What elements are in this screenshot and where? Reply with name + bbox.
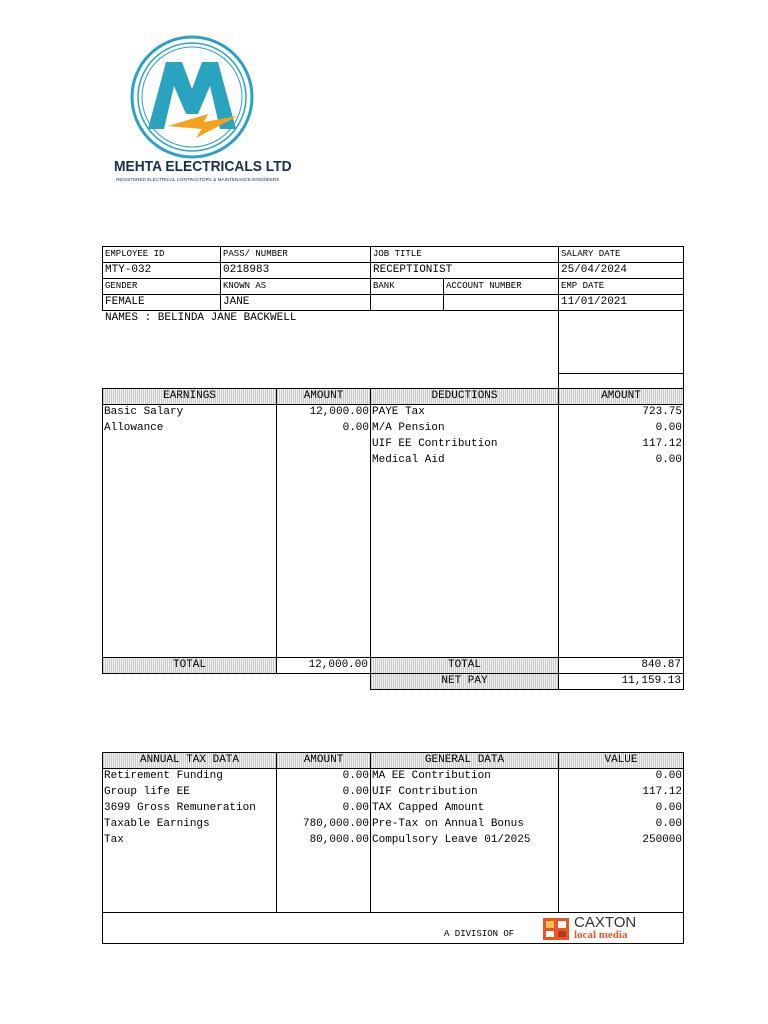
net-pay-value: 11,159.13 bbox=[558, 673, 684, 690]
annual-tax-label: 3699 Gross Remuneration bbox=[104, 802, 256, 814]
company-name: MEHTA ELECTRICALS LTD bbox=[114, 158, 292, 175]
general-data-label: MA EE Contribution bbox=[372, 770, 491, 782]
deduction-amount: 0.00 bbox=[655, 454, 682, 466]
deduction-amount: 0.00 bbox=[655, 422, 682, 434]
annual-tax-header: ANNUAL TAX DATA bbox=[102, 752, 277, 769]
earnings-amount-column bbox=[276, 404, 371, 658]
annual-amount-header: AMOUNT bbox=[276, 752, 371, 769]
general-data-value: 0.00 bbox=[655, 818, 682, 830]
account-number-value bbox=[443, 294, 559, 311]
earning-label: Basic Salary bbox=[104, 406, 184, 418]
division-text: A DIVISION OF bbox=[444, 929, 515, 939]
employee-id-label: EMPLOYEE ID bbox=[102, 246, 221, 263]
general-data-value: 117.12 bbox=[642, 786, 682, 798]
emp-date-label: EMP DATE bbox=[558, 278, 684, 295]
bank-label: BANK bbox=[370, 278, 444, 295]
general-data-label: UIF Contribution bbox=[372, 786, 478, 798]
annual-tax-label: Tax bbox=[104, 834, 124, 846]
annual-tax-label: Group life EE bbox=[104, 786, 190, 798]
known-as-label: KNOWN AS bbox=[220, 278, 371, 295]
net-pay-label: NET PAY bbox=[370, 673, 559, 690]
annual-tax-amount: 780,000.00 bbox=[302, 818, 369, 830]
annual-tax-amount: 0.00 bbox=[342, 786, 369, 798]
pass-number-label: PASS/ NUMBER bbox=[220, 246, 371, 263]
deductions-total-value: 840.87 bbox=[558, 657, 684, 674]
general-data-value: 250000 bbox=[642, 834, 682, 846]
earning-label: Allowance bbox=[104, 422, 164, 434]
general-data-label: Pre-Tax on Annual Bonus bbox=[372, 818, 524, 830]
general-data-label: TAX Capped Amount bbox=[372, 802, 485, 814]
caxton-emblem-icon bbox=[540, 915, 572, 942]
salary-date-value: 25/04/2024 bbox=[558, 262, 684, 279]
deductions-header: DEDUCTIONS bbox=[370, 388, 559, 405]
emp-date-value: 11/01/2021 bbox=[558, 294, 684, 311]
caxton-logo bbox=[540, 915, 652, 942]
employee-id-value: MTY-032 bbox=[102, 262, 221, 279]
earnings-header: EARNINGS bbox=[102, 388, 277, 405]
value-header: VALUE bbox=[558, 752, 684, 769]
general-data-header: GENERAL DATA bbox=[370, 752, 559, 769]
general-data-value: 0.00 bbox=[655, 802, 682, 814]
deduction-label: M/A Pension bbox=[372, 422, 445, 434]
earnings-total-value: 12,000.00 bbox=[276, 657, 371, 674]
bank-value bbox=[370, 294, 444, 311]
annual-tax-amount: 0.00 bbox=[342, 802, 369, 814]
account-number-label: ACCOUNT NUMBER bbox=[443, 278, 559, 295]
annual-tax-amount: 0.00 bbox=[342, 770, 369, 782]
annual-tax-amount: 80,000.00 bbox=[309, 834, 369, 846]
deduction-label: Medical Aid bbox=[372, 454, 445, 466]
deductions-total-label: TOTAL bbox=[370, 657, 559, 674]
company-logo bbox=[108, 34, 292, 184]
earnings-amount-header: AMOUNT bbox=[276, 388, 371, 405]
earnings-total-label: TOTAL bbox=[102, 657, 277, 674]
job-title-label: JOB TITLE bbox=[370, 246, 559, 263]
deduction-amount: 723.75 bbox=[642, 406, 682, 418]
employee-names: NAMES : BELINDA JANE BACKWELL bbox=[105, 312, 297, 324]
earning-amount: 12,000.00 bbox=[309, 406, 369, 418]
deduction-amount: 117.12 bbox=[642, 438, 682, 450]
company-tagline: REGISTERED ELECTRICAL CONTRACTORS & MAINTENANCE ENGINEERS bbox=[116, 177, 280, 182]
pass-number-value: 0218983 bbox=[220, 262, 371, 279]
general-data-label: Compulsory Leave 01/2025 bbox=[372, 834, 531, 846]
general-data-value: 0.00 bbox=[655, 770, 682, 782]
known-as-value: JANE bbox=[220, 294, 371, 311]
logo-emblem bbox=[108, 34, 280, 159]
caxton-brand-top: CAXTON bbox=[574, 914, 637, 931]
gender-label: GENDER bbox=[102, 278, 221, 295]
deduction-label: UIF EE Contribution bbox=[372, 438, 498, 450]
job-title-value: RECEPTIONIST bbox=[370, 262, 559, 279]
gender-value: FEMALE bbox=[102, 294, 221, 311]
earning-amount: 0.00 bbox=[342, 422, 369, 434]
annual-tax-label: Taxable Earnings bbox=[104, 818, 210, 830]
annual-tax-label: Retirement Funding bbox=[104, 770, 223, 782]
names-side-box bbox=[558, 310, 684, 374]
earnings-column bbox=[102, 404, 277, 658]
deduction-label: PAYE Tax bbox=[372, 406, 425, 418]
salary-date-label: SALARY DATE bbox=[558, 246, 684, 263]
caxton-brand-bottom: local media bbox=[574, 929, 628, 941]
deductions-amount-header: AMOUNT bbox=[558, 388, 684, 405]
